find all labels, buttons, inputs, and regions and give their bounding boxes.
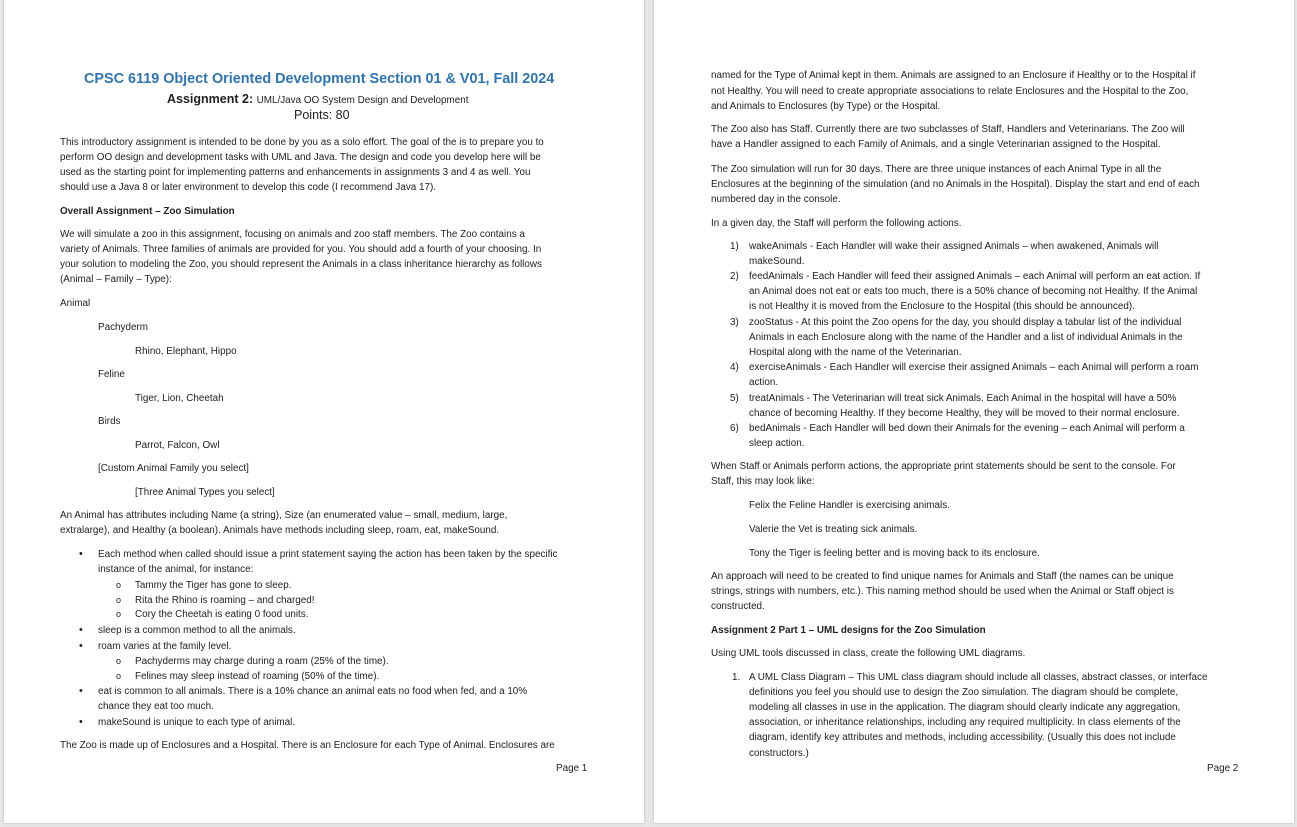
list-number: 6)	[730, 423, 739, 434]
assignment-subtitle: UML/Java OO System Design and Development	[256, 95, 469, 106]
closing-line: The Zoo is made up of Enclosures and a Hospital. There is an Enclosure for each Type of Animal. Enclosures are	[60, 740, 555, 751]
list-item-text: A UML Class Diagram – This UML class diagram should include all classes, abstract classes, or interface	[749, 672, 1208, 683]
list-item-text: chance of becoming Healthy. If they become Healthy, they will be moved to their normal enclosure.	[749, 408, 1180, 419]
paragraph-line: Staff, this may look like:	[711, 476, 815, 487]
bullet-text: instance of the animal, for instance:	[98, 564, 254, 575]
paragraph-line: The Zoo simulation will run for 30 days. There are three unique instances of each Animal Type in all the	[711, 164, 1162, 175]
list-item-text: action.	[749, 377, 779, 388]
sub-bullet-text: Felines may sleep instead of roaming (50% of the time).	[135, 671, 380, 682]
document-page-1	[4, 0, 644, 823]
list-number: 4)	[730, 362, 739, 373]
bullet-text: roam varies at the family level.	[98, 641, 232, 652]
points-line: Points: 80	[294, 108, 350, 122]
bullet-text: eat is common to all animals. There is a 10% chance an animal eats no food when fed, and a 10%	[98, 686, 528, 697]
bullet-icon: •	[79, 685, 83, 697]
bullet-text: chance they eat too much.	[98, 701, 214, 712]
part1-heading: Assignment 2 Part 1 – UML designs for the Zoo Simulation	[711, 625, 986, 636]
sub-bullet-text: Pachyderms may charge during a roam (25% of the time).	[135, 656, 389, 667]
example-line: Tony the Tiger is feeling better and is moving back to its enclosure.	[749, 548, 1040, 559]
list-item-text: sleep action.	[749, 438, 805, 449]
assignment-line	[167, 92, 468, 106]
sub-bullet-text: Cory the Cheetah is eating 0 food units.	[135, 609, 309, 620]
circle-bullet-icon: o	[116, 595, 122, 605]
list-item-text: definitions you feel you should use to design the Zoo simulation. The diagram should be complete,	[749, 687, 1179, 698]
paragraph-line: Enclosures at the beginning of the simulation (and no Animals in the Hospital). Display the start and end of each	[711, 179, 1200, 190]
bullet-icon: •	[79, 548, 83, 560]
paragraph-line: named for the Type of Animal kept in them. Animals are assigned to an Enclosure if Healthy or to the Hospital if	[711, 70, 1196, 81]
list-item-text: makeSound.	[749, 256, 805, 267]
overall-line: your solution to modeling the Zoo, you should represent the Animals in a class inheritance hierarchy as follows	[60, 259, 542, 270]
intro-line: This introductory assignment is intended to be done by you as a solo effort. The goal of the is to prepare you to	[60, 137, 544, 148]
hierarchy-birds: Birds	[98, 416, 121, 427]
paragraph-line: In a given day, the Staff will perform the following actions.	[711, 218, 962, 229]
paragraph-line: When Staff or Animals perform actions, the appropriate print statements should be sent to the console. For	[711, 461, 1176, 472]
list-item-text: is not Healthy it is moved from the Enclosure to the Hospital (this should be announced).	[749, 301, 1135, 312]
page-number: Page 2	[1207, 763, 1239, 774]
list-item-text: zooStatus - At this point the Zoo opens for the day, you should display a tabular list of the individual	[749, 317, 1182, 328]
list-item-text: bedAnimals - Each Handler will bed down their Animals for the evening – each Animal will perform a	[749, 423, 1185, 434]
overall-line: (Animal – Family – Type):	[60, 274, 172, 285]
list-number: 1)	[730, 241, 739, 252]
hierarchy-pachyderm: Pachyderm	[98, 322, 148, 333]
intro-line: should use a Java 8 or later environment to develop this code (I recommend Java 17).	[60, 182, 437, 193]
overall-heading: Overall Assignment – Zoo Simulation	[60, 206, 235, 217]
list-number: 5)	[730, 393, 739, 404]
hierarchy-feline-types: Tiger, Lion, Cheetah	[135, 393, 224, 404]
intro-line: used as the starting point for implementing patterns and enhancements in assignments 3 and 4 as well. You	[60, 167, 531, 178]
paragraph-line: constructed.	[711, 601, 765, 612]
circle-bullet-icon: o	[116, 609, 122, 619]
hierarchy-birds-types: Parrot, Falcon, Owl	[135, 440, 220, 451]
attributes-line: An Animal has attributes including Name (a string), Size (an enumerated value – small, medium, large,	[60, 510, 508, 521]
list-item-text: treatAnimals - The Veterinarian will treat sick Animals. Each Animal in the hospital will have a 50%	[749, 393, 1177, 404]
list-item-text: an Animal does not eat or eats too much, there is a 50% chance of becoming not Healthy. If the Animal	[749, 286, 1198, 297]
bullet-text: sleep is a common method to all the animals.	[98, 625, 296, 636]
bullet-icon: •	[79, 716, 83, 728]
list-item-text: modeling all classes in use in the application. The diagram should clearly indicate any aggregation,	[749, 702, 1181, 713]
sub-bullet-text: Rita the Rhino is roaming – and charged!	[135, 595, 315, 606]
hierarchy-custom-types: [Three Animal Types you select]	[135, 487, 275, 498]
list-item-text: diagram, identify key attributes and methods, including accessibility. (Usually this does not include	[749, 732, 1176, 743]
overall-line: variety of Animals. Three families of animals are provided for you. You should add a fourth of your choosing. In	[60, 244, 542, 255]
list-number: 2)	[730, 271, 739, 282]
overall-line: We will simulate a zoo in this assignment, focusing on animals and zoo staff members. The Zoo contains a	[60, 229, 525, 240]
list-item-text: feedAnimals - Each Handler will feed their assigned Animals – each Animal will perform an eat action. If	[749, 271, 1201, 282]
bullet-text: makeSound is unique to each type of animal.	[98, 717, 296, 728]
assignment-label: Assignment 2:	[167, 92, 254, 106]
list-item-text: constructors.)	[749, 748, 809, 759]
list-item-text: wakeAnimals - Each Handler will wake their assigned Animals – when awakened, Animals will	[749, 241, 1159, 252]
bullet-icon: •	[79, 640, 83, 652]
hierarchy-pachyderm-types: Rhino, Elephant, Hippo	[135, 346, 237, 357]
intro-line: perform OO design and development tasks with UML and Java. The design and code you develop here will be	[60, 152, 541, 163]
circle-bullet-icon: o	[116, 656, 122, 666]
list-item-text: exerciseAnimals - Each Handler will exercise their assigned Animals – each Animal will perform a roam	[749, 362, 1199, 373]
paragraph-line: An approach will need to be created to find unique names for Animals and Staff (the names can be unique	[711, 571, 1174, 582]
list-item-text: Animals in each Enclosure along with the name of the Handler and a list of individual Animals in the	[749, 332, 1183, 343]
paragraph-line: not Healthy. You will need to create appropriate associations to relate Enclosures and the Hospital to the Zoo,	[711, 86, 1189, 97]
paragraph-line: Using UML tools discussed in class, create the following UML diagrams.	[711, 648, 1026, 659]
paragraph-line: numbered day in the console.	[711, 194, 841, 205]
paragraph-line: strings, strings with numbers, etc.). This naming method should be used when the Animal or Staff object is	[711, 586, 1174, 597]
hierarchy-feline: Feline	[98, 369, 125, 380]
page-number: Page 1	[556, 763, 588, 774]
paragraph-line: have a Handler assigned to each Family of Animals, and a single Veterinarian assigned to the Hospital.	[711, 139, 1161, 150]
example-line: Felix the Feline Handler is exercising animals.	[749, 500, 950, 511]
sub-bullet-text: Tammy the Tiger has gone to sleep.	[135, 580, 292, 591]
hierarchy-animal: Animal	[60, 298, 91, 309]
document-page-2	[654, 0, 1294, 823]
circle-bullet-icon: o	[116, 580, 122, 590]
list-item-text: Hospital along with the name of the Veterinarian.	[749, 347, 962, 358]
hierarchy-custom-family: [Custom Animal Family you select]	[98, 463, 249, 474]
list-item-text: association, or inheritance relationships, including any required multiplicity. In class elements of the	[749, 717, 1181, 728]
bullet-text: Each method when called should issue a print statement saying the action has been taken by the specific	[98, 549, 558, 560]
bullet-icon: •	[79, 624, 83, 636]
list-number: 3)	[730, 317, 739, 328]
circle-bullet-icon: o	[116, 671, 122, 681]
paragraph-line: The Zoo also has Staff. Currently there are two subclasses of Staff, Handlers and Veterinarians. The Zoo will	[711, 124, 1185, 135]
attributes-line: extralarge), and Healthy (a boolean). Animals have methods including sleep, roam, eat, makeSound.	[60, 525, 500, 536]
example-line: Valerie the Vet is treating sick animals.	[749, 524, 918, 535]
paragraph-line: and Animals to Enclosures (by Type) or the Hospital.	[711, 101, 941, 112]
document-title: CPSC 6119 Object Oriented Development Section 01 & V01, Fall 2024	[84, 71, 555, 87]
list-number: 1.	[732, 672, 741, 683]
